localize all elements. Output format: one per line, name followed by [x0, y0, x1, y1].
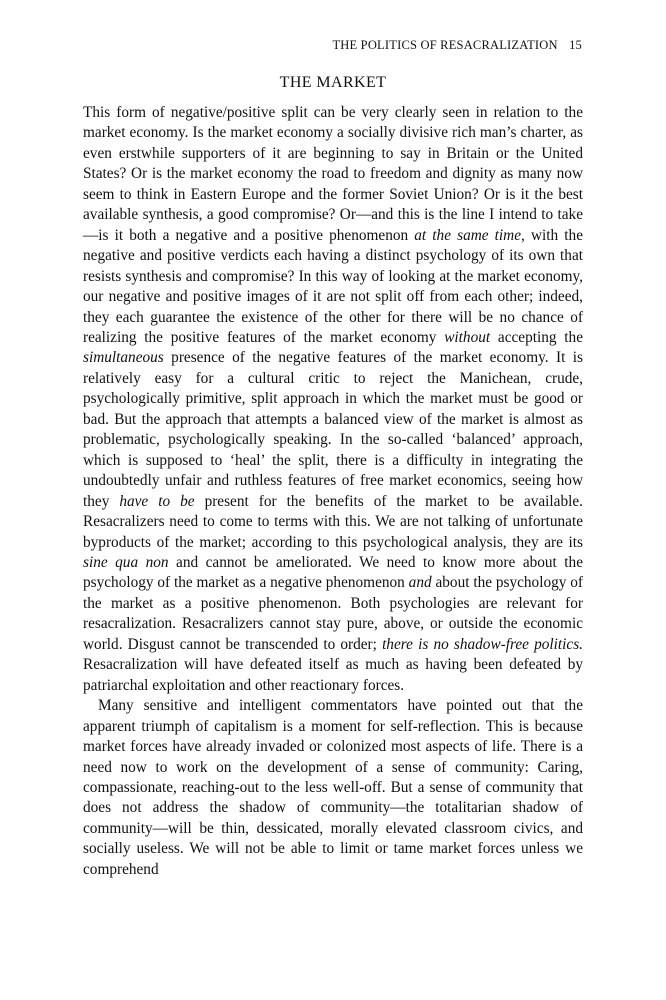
emphasis-run: at the same time,: [414, 226, 525, 244]
text-run: accepting the: [490, 328, 583, 346]
text-run: This form of negative/positive split can be very clearly seen in relation to the market economy. Is the market economy a socially divisive rich man’s charter, as even erstwhile supporters of it are beginning to say in Britain or the United States? Or is the market economy the road to freedom and dignity as many now seem to think in Eastern Europe and the former Soviet Union? Or is it the best available synthesis, a good compromise? Or—and this is the line I intend to take—is it both a negative and a positive phenomenon: [83, 104, 583, 244]
text-run: with the negative and positive verdicts each having a distinct psychology of its own that resists synthesis and compromise? In this way of looking at the market economy, our negative and positive images of it are not split off from each other; indeed, they each guarantee the existence of the other for there will be no chance of realizing the positive features of the market economy: [83, 226, 583, 346]
running-head: [332, 38, 582, 53]
running-head-title: THE POLITICS OF RESACRALIZATION: [332, 38, 558, 52]
text-run: Many sensitive and intelligent commentators have pointed out that the apparent triumph of capitalism is a moment for self-reflection. This is because market forces have already invaded or colonized most aspects of life. There is a need now to work on the development of a sense of community: Caring, compassionate, reaching-out to the less well-off. But a sense of community that does not address the shadow of community—the totalitarian shadow of community—will be thin, dessicated, morally elevated classroom civics, and socially useless. We will not be able to limit or tame market forces unless we comprehend: [83, 697, 583, 878]
text-run: presence of the negative features of the market economy. It is relatively easy for a cultural critic to reject the Manichean, crude, psychologically primitive, split approach in which the market must be good or bad. But the approach that attempts a balanced view of the market is almost as problematic, psychologically speaking. In the so-called ‘balanced’ approach, which is supposed to ‘heal’ the split, there is a difficulty in integrating the undoubtedly unfair and ruthless features of free market economics, seeing how they: [83, 349, 583, 510]
page-number: 15: [569, 38, 582, 52]
emphasis-run: simultaneous: [83, 349, 164, 367]
paragraph: [83, 696, 583, 880]
body-text: [83, 103, 583, 880]
emphasis-run: sine qua non: [83, 553, 169, 571]
emphasis-run: without: [444, 328, 491, 346]
text-run: and cannot be ameliorated. We need to know more about the psychology of the market as a negative phenomenon: [83, 553, 583, 592]
emphasis-run: have to be: [119, 492, 195, 510]
paragraph: [83, 103, 583, 696]
text-run: Resacralization will have defeated itself as much as having been defeated by patriarchal exploitation and other reactionary forces.: [83, 656, 583, 694]
emphasis-run: and: [408, 574, 432, 592]
text-run: about the psychology of the market as a positive phenomenon. Both psychologies are relevant for resacralization. Resacralizers cannot stay pure, above, or outside the economic world. Disgust cannot be transcended to order;: [83, 574, 584, 653]
section-title: THE MARKET: [279, 74, 387, 91]
text-run: present for the benefits of the market to be available. Resacralizers need to come to terms with this. We are not talking of unfortunate byproducts of the market; according to this psychological analysis, they are its: [83, 492, 583, 551]
emphasis-run: there is no shadow-free politics.: [382, 635, 583, 653]
